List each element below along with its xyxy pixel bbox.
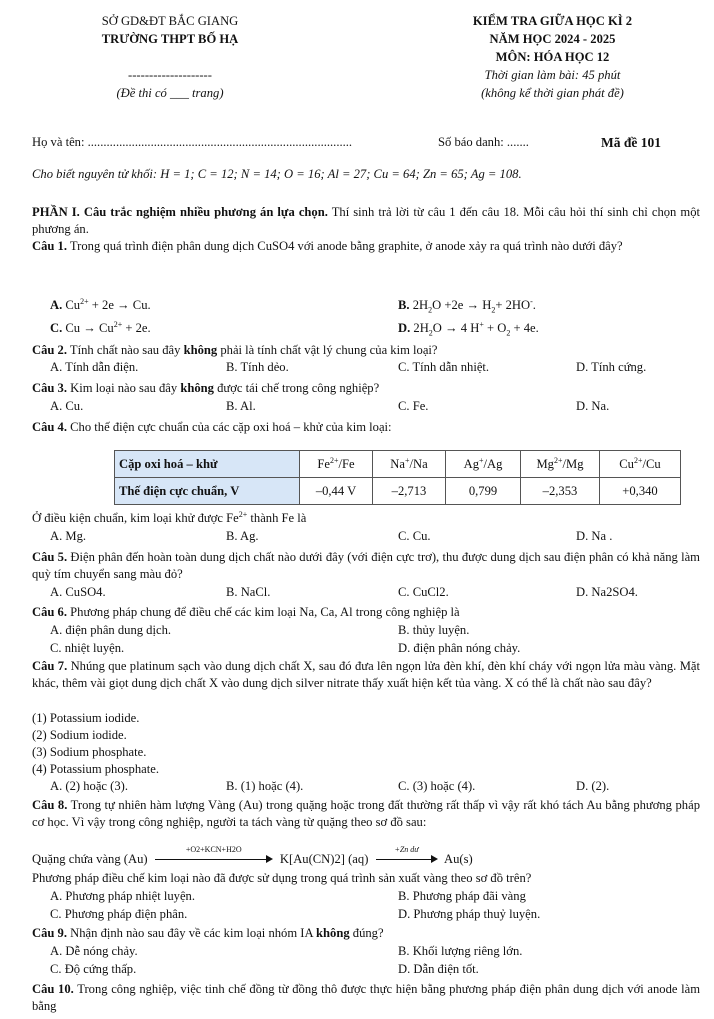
q4-option-a: A. Mg.	[50, 529, 87, 543]
q5-number: Câu 5.	[32, 550, 68, 564]
exam-code: Mã đề 101	[601, 135, 661, 150]
q8-text: Trong tự nhiên hàm lượng Vàng (Au) trong quặng hoặc trong đất thường rất thấp vì vậy rất khó tách Au bằng phương pháp cơ học. Vì vậy trong công nghiệp, người ta tách vàng từ quặng theo sơ đồ sau:	[32, 798, 700, 829]
q8-scheme-start: Quặng chứa vàng (Au)	[32, 852, 148, 866]
arrow-head-icon	[431, 855, 438, 863]
table-head-potential: Thế điện cực chuẩn, V	[115, 478, 300, 505]
question-4	[32, 419, 392, 436]
part1-heading	[32, 204, 700, 238]
exam-title: KIỂM TRA GIỮA HỌC KÌ 2	[472, 14, 633, 28]
q7-item-4: (4) Potassium phosphate.	[32, 762, 159, 776]
q4-text: Cho thế điện cực chuẩn của các cặp oxi hoá – khử của kim loại:	[67, 420, 392, 434]
q3-emphasis: không	[180, 381, 214, 395]
q7-option-a: A. (2) hoặc (3).	[50, 779, 128, 793]
q6-option-b: B. thủy luyện.	[398, 623, 470, 637]
q4-number: Câu 4.	[32, 420, 67, 434]
question-3	[32, 380, 379, 397]
q3-option-c: C. Fe.	[398, 399, 429, 413]
q2-text-post: phải là tính chất vật lý chung của kim loại?	[217, 343, 438, 357]
potential-na: –2,713	[373, 478, 446, 505]
q8-option-a: A. Phương pháp nhiệt luyện.	[50, 889, 196, 903]
q2-option-a: A. Tính dẫn điện.	[50, 360, 139, 374]
q8-option-b: B. Phương pháp đãi vàng	[398, 889, 526, 903]
q7-number: Câu 7.	[32, 659, 68, 673]
potential-mg: –2,353	[521, 478, 600, 505]
q1-number: Câu 1.	[32, 239, 67, 253]
question-9	[32, 925, 384, 942]
q5-option-b: B. NaCl.	[226, 585, 271, 599]
q4-option-b: B. Ag.	[226, 529, 259, 543]
arrow-shaft-icon	[155, 859, 267, 860]
q1-option-a: A. $Cu^{2+} + 2e \to Cu$.	[50, 296, 151, 312]
q10-text: Trong công nghiệp, việc tinh chế đồng từ đồng thô được thực hiện bằng phương pháp điện phân dung dịch với anode làm bằng	[32, 982, 700, 1013]
q5-option-c: C. CuCl2.	[398, 585, 449, 599]
q7-option-c: C. (3) hoặc (4).	[398, 779, 476, 793]
q4-option-c: C. Cu.	[398, 529, 431, 543]
q8-arrow-2-label: +Zn dư	[394, 845, 419, 855]
q8-arrow-2	[376, 845, 438, 866]
q9-text-pre: Nhận định nào sau đây về các kim loại nhóm IA	[67, 926, 317, 940]
arrow-shaft-icon	[376, 859, 432, 860]
part1-title: PHẦN I. Câu trắc nghiệm nhiều phương án lựa chọn.	[32, 205, 328, 219]
page-count: (Đề thi có ___ trang)	[116, 86, 224, 100]
pair-cu: $Cu^{2+}/Cu$	[600, 451, 681, 478]
q4-followup: Ở điều kiện chuẩn, kim loại khử được $Fe^{2+}$ thành Fe là	[32, 509, 307, 525]
q2-option-b: B. Tính dẻo.	[226, 360, 289, 374]
q2-option-d: D. Tính cứng.	[576, 360, 647, 374]
q1-option-c: C. $Cu \to Cu^{2+} + 2e$.	[50, 319, 151, 335]
q3-text-pre: Kim loại nào sau đây	[67, 381, 181, 395]
q9-option-a: A. Dễ nóng chảy.	[50, 944, 138, 958]
school-year: NĂM HỌC 2024 - 2025	[489, 32, 616, 46]
q8-scheme-middle: K[Au(CN)2] (aq)	[279, 852, 369, 866]
q5-option-d: D. Na2SO4.	[576, 585, 638, 599]
question-7	[32, 658, 700, 692]
q9-number: Câu 9.	[32, 926, 67, 940]
pair-ag: Ag+/Ag	[446, 451, 521, 478]
subject: MÔN: HÓA HỌC 12	[495, 50, 610, 64]
q8-arrow-1-label: +O2+KCN+H2O	[185, 845, 242, 855]
arrow-head-icon	[266, 855, 273, 863]
duration-note: (không kể thời gian phát đề)	[481, 86, 624, 100]
department-name: SỞ GD&ĐT BẮC GIANG	[101, 14, 239, 28]
q3-option-b: B. Al.	[226, 399, 256, 413]
question-8	[32, 797, 700, 831]
q8-number: Câu 8.	[32, 798, 68, 812]
q7-option-d: D. (2).	[576, 779, 610, 793]
pair-mg: $Mg^{2+}/Mg$	[521, 451, 600, 478]
q7-option-b: B. (1) hoặc (4).	[226, 779, 304, 793]
q9-text-post: đúng?	[349, 926, 384, 940]
pair-fe: $Fe^{2+}/Fe$	[300, 451, 373, 478]
q3-option-d: D. Na.	[576, 399, 610, 413]
student-name-field: Họ và tên: ....................................................................................	[32, 135, 353, 149]
school-name: TRƯỜNG THPT BỐ HẠ	[101, 32, 239, 46]
q4-follow-post: thành Fe là	[247, 511, 307, 525]
q7-item-3: (3) Sodium phosphate.	[32, 745, 147, 759]
q8-option-c: C. Phương pháp điện phân.	[50, 907, 188, 921]
q10-number: Câu 10.	[32, 982, 74, 996]
q7-item-1: (1) Potassium iodide.	[32, 711, 140, 725]
q9-option-c: C. Độ cứng thấp.	[50, 962, 137, 976]
q6-number: Câu 6.	[32, 605, 67, 619]
q6-option-c: C. nhiệt luyện.	[50, 641, 125, 655]
potential-table	[114, 450, 681, 505]
q9-emphasis: không	[316, 926, 350, 940]
q4-option-d: D. Na .	[576, 529, 613, 543]
q1-text: Trong quá trình điện phân dung dịch CuSO4 với anode bằng graphite, ở anode xảy ra quá trình nào dưới đây?	[67, 239, 623, 253]
q9-option-b: B. Khối lượng riêng lớn.	[398, 944, 523, 958]
q9-option-d: D. Dẫn điện tốt.	[398, 962, 479, 976]
q8-question: Phương pháp điều chế kim loại nào đã được sử dụng trong quá trình sản xuất vàng theo sơ đồ trên?	[32, 871, 532, 885]
q2-option-c: C. Tính dẫn nhiệt.	[398, 360, 490, 374]
q1-option-d: D. $2H_2O \to 4$ $H^+ + O_2 + 4e$.	[398, 319, 539, 338]
q1-option-b: B. $2H_2O +2e \to H_2+ 2HO^-$.	[398, 296, 536, 315]
q5-option-a: A. CuSO4.	[50, 585, 106, 599]
atomic-masses: Cho biết nguyên tử khối: H = 1; C = 12; N = 14; O = 16; Al = 27; Cu = 64; Zn = 65; Ag = 108.	[32, 167, 522, 181]
q3-option-a: A. Cu.	[50, 399, 84, 413]
q7-item-2: (2) Sodium iodide.	[32, 728, 127, 742]
potential-fe: –0,44 V	[300, 478, 373, 505]
q6-option-a: A. điện phân dung dịch.	[50, 623, 172, 637]
q2-text-pre: Tính chất nào sau đây	[67, 343, 184, 357]
q8-arrow-1	[155, 845, 273, 866]
candidate-number-field: Số báo danh: .......	[438, 135, 529, 149]
question-5	[32, 549, 700, 583]
school-header	[60, 12, 280, 102]
q3-number: Câu 3.	[32, 381, 67, 395]
table-row	[115, 451, 681, 478]
q6-text: Phương pháp chung để điều chế các kim loại Na, Ca, Al trong công nghiệp là	[67, 605, 460, 619]
part1-desc: Thí sinh trả lời từ câu 1 đến câu 18. Mỗi câu hỏi thí sinh chỉ chọn một phương án.	[32, 205, 700, 236]
q8-scheme	[32, 845, 473, 868]
q2-emphasis: không	[183, 343, 218, 357]
question-10	[32, 981, 700, 1015]
table-row	[115, 478, 681, 505]
q7-text: Nhúng que platinum sạch vào dung dịch chất X, sau đó đưa lên ngọn lửa đèn khí, đèn khí cháy với ngọn lửa màu vàng. Mặt khác, thêm vài giọt dung dịch chất X vào dung dịch silver nitrate thấy xuất hiện kết tủa vàng. X có thể là chất nào sau đây?	[32, 659, 700, 690]
question-2	[32, 342, 438, 359]
duration: Thời gian làm bài: 45 phút	[484, 68, 621, 82]
potential-ag: 0,799	[446, 478, 521, 505]
q5-text: Điện phân đến hoàn toàn dung dịch chất nào dưới đây (với điện cực trơ), thu được dung dịch sau điện phân có khả năng làm quỳ tím chuyển sang màu đỏ?	[32, 550, 700, 581]
question-1	[32, 238, 700, 255]
q3-text-post: được tái chế trong công nghiệp?	[213, 381, 380, 395]
question-6	[32, 604, 460, 621]
q8-option-d: D. Phương pháp thuỷ luyện.	[398, 907, 541, 921]
exam-header	[395, 12, 710, 102]
q6-option-d: D. điện phân nóng chảy.	[398, 641, 521, 655]
q2-number: Câu 2.	[32, 343, 67, 357]
divider-dashes: --------------------	[128, 68, 212, 82]
potential-cu: +0,340	[600, 478, 681, 505]
q4-follow-pre: Ở điều kiện chuẩn, kim loại khử được	[32, 511, 227, 525]
table-head-pair: Cặp oxi hoá – khử	[115, 451, 300, 478]
q8-scheme-end: Au(s)	[444, 852, 473, 866]
pair-na: Na+/Na	[373, 451, 446, 478]
